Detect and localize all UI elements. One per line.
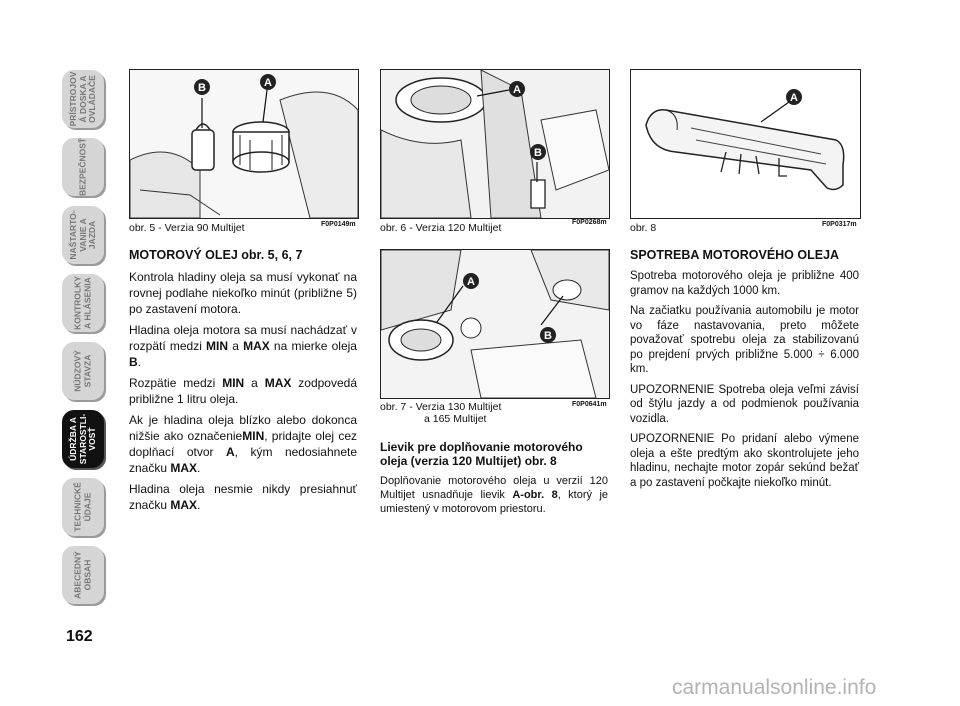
tab-label: NÚDZOVÝ STAVZA	[72, 350, 92, 392]
figure-8-caption: obr. 8	[630, 222, 657, 234]
paragraph: Kontrola hladiny oleja sa musí vykonať na rovnej podlahe niekoľko minút (približne 5) po zastavení motora.	[129, 270, 357, 316]
paragraph: Hladina oleja motora sa musí nachádzať v rozpätí medzi MIN a MAX na mierke oleja B.	[129, 323, 357, 369]
paragraph: UPOZORNENIE Po pridaní alebo výmene oleja a ešte predtým ako skontrolujete jeho hladinu, nechajte motor zopár sekúnd bežať a po zastavení počkajte niekoľko minút.	[630, 433, 859, 489]
figure-6-caption: obr. 6 - Verzia 120 Multijet	[380, 222, 502, 234]
tab-label: KONTROLKY A HLÁSENIA	[72, 276, 92, 330]
watermark: carmanualsonline.info	[672, 676, 877, 699]
tab-label: TECHNICKÉ ÚDAJE	[72, 482, 92, 532]
marker-b: B	[544, 330, 552, 342]
figure-7-engine-bay	[380, 249, 610, 399]
figure-6-code: F0P0268m	[572, 219, 607, 226]
paragraph: Spotreba motorového oleja je približne 400 gramov na každých 1000 km.	[630, 270, 859, 297]
paragraph: UPOZORNENIE Spotreba oleja veľmi závisí od štýlu jazdy a od podmienok používania vozidla.	[630, 383, 859, 425]
paragraph: Na začiatku používania automobilu je motor vo fáze nastavovania, preto môžete považovať spotrebu oleja za stabilizovanú po prejdení prvých približne 5.000 ÷ 6.000 km.	[630, 305, 859, 375]
tab-kontrolky[interactable]	[62, 274, 104, 332]
figure-7-caption-line1: obr. 7 - Verzia 130 Multijet	[380, 401, 502, 413]
tab-bezpecnost[interactable]	[62, 138, 104, 196]
marker-b: B	[198, 82, 206, 94]
oil-consumption-section	[630, 248, 859, 496]
section-heading: MOTOROVÝ OLEJ obr. 5, 6, 7	[129, 248, 303, 262]
figure-6-engine-bay	[380, 69, 610, 219]
tab-label: PRÍSTROJOV Á DOSKA A OVLÁDAČE	[67, 71, 97, 127]
paragraph: Doplňovanie motorového oleja u verzií 120 Multijet usnadňuje lievik A-obr. 8, ktorý je umiestený v motorovom priestoru.	[380, 475, 608, 515]
figure-8-code: F0P0317m	[822, 221, 857, 228]
tab-nastartovanie[interactable]	[62, 206, 104, 264]
paragraph: Ak je hladina oleja blízko alebo dokonca nižšie ako označenieMIN, pridajte olej cez doplňací otvor A, kým nedosiahnete značku MAX.	[129, 413, 358, 475]
marker-b: B	[534, 147, 542, 159]
tab-udrzba[interactable]	[62, 410, 104, 468]
tab-label: BEZPEČNOSŤ	[77, 137, 88, 196]
tab-label: ABECEDNÝ OBSAH	[72, 551, 92, 599]
figure-8-oil-funnel	[630, 69, 861, 219]
figure-7-caption-line2: a 165 Multijet	[424, 413, 487, 425]
figure-5-code: F0P0149m	[321, 221, 356, 228]
figure-7-code: F0P0641m	[572, 401, 607, 408]
paragraph: Rozpätie medzi MIN a MAX zodpovedá približne 1 litru oleja.	[129, 376, 358, 406]
marker-a: A	[790, 92, 798, 104]
marker-a: A	[264, 77, 272, 89]
figure-5-engine-cap	[129, 69, 359, 219]
tab-label: ÚDRŽBA A STAROSTLI- VOSŤ	[67, 413, 97, 465]
section-heading: Lievik pre doplňovanie motorového oleja (verzia 120 Multijet) obr. 8	[380, 440, 583, 468]
tab-nudzovy-stav[interactable]	[62, 342, 104, 400]
page-number: 162	[66, 628, 93, 645]
marker-a: A	[513, 84, 521, 96]
tab-label: NAŠTARTO- VANIE A JAZDA	[67, 210, 97, 260]
marker-a: A	[467, 276, 475, 288]
section-heading: SPOTREBA MOTOROVÉHO OLEJA	[630, 248, 840, 262]
paragraph: Hladina oleja nesmie nikdy presiahnuť značku MAX.	[129, 482, 357, 512]
oil-funnel-section	[380, 440, 608, 521]
motor-oil-section	[129, 248, 357, 518]
tab-pristrojova-doska[interactable]	[62, 70, 104, 128]
tab-technicke-udaje[interactable]	[62, 478, 104, 536]
tab-abecedny-obsah[interactable]	[62, 546, 104, 604]
figure-5-caption: obr. 5 - Verzia 90 Multijet	[129, 222, 245, 234]
